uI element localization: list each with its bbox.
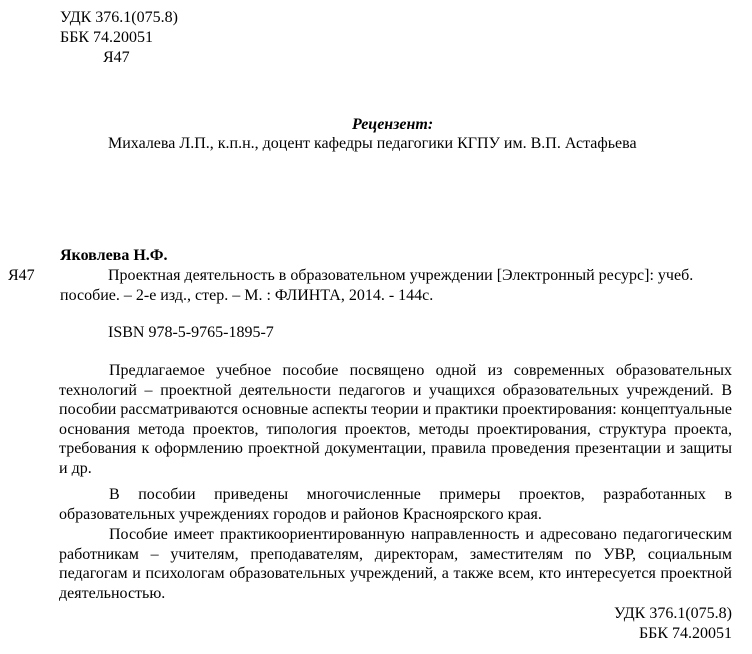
author-mark: Я47 — [103, 49, 130, 66]
annotation-paragraph-2-text: В пособии приведены многочисленные примеры проектов, разработанных в образовательных учреждениях городов и районов Красноярского края. — [59, 486, 732, 523]
udk-code: УДК 376.1(075.8) — [60, 9, 178, 26]
annotation-paragraph-1-text: Предлагаемое учебное пособие посвящено одной из современных образовательных технологий – проектной деятельности педагогов и учащихся образовательных учреждений. В пособии рассматриваются основные аспекты теории и практики проектирования: концептуальные основания метода проектов, типология проектов, методы проектирования, структура проекта, требования к оформлению проектной документации, правила проведения презентации и защиты и др. — [59, 362, 732, 477]
annotation-paragraph-3-text: Пособие имеет практикоориентированную направленность и адресовано педагогическим работникам – учителям, преподавателям, директорам, заместителям по УВР, социальным педагогам и психологам образовательных учреждений, а также всем, кто интересуется проектной деятельностью. — [59, 526, 732, 602]
book-isbn: ISBN 978-5-9765-1895-7 — [108, 324, 274, 341]
annotation-paragraph-1 — [59, 361, 732, 479]
book-title-line1: Проектная деятельность в образовательном учреждении [Электронный ресурс]: учеб. — [108, 267, 694, 284]
annotation-paragraph-3 — [59, 525, 732, 603]
reviewer-heading: Рецензент: — [352, 116, 434, 133]
book-title-line2: пособие. – 2-е изд., стер. – М. : ФЛИНТА, 2014. - 144с. — [60, 287, 434, 304]
bbk-code: ББК 74.20051 — [60, 29, 154, 46]
annotation-paragraph-2 — [59, 485, 732, 524]
bibliography-mark: Я47 — [8, 267, 35, 284]
reviewer-text: Михалева Л.П., к.п.н., доцент кафедры педагогики КГПУ им. В.П. Астафьева — [108, 135, 637, 152]
footer-udk-code: УДК 376.1(075.8) — [614, 605, 732, 622]
footer-bbk-code: ББК 74.20051 — [638, 625, 732, 642]
book-author: Яковлева Н.Ф. — [60, 247, 168, 264]
